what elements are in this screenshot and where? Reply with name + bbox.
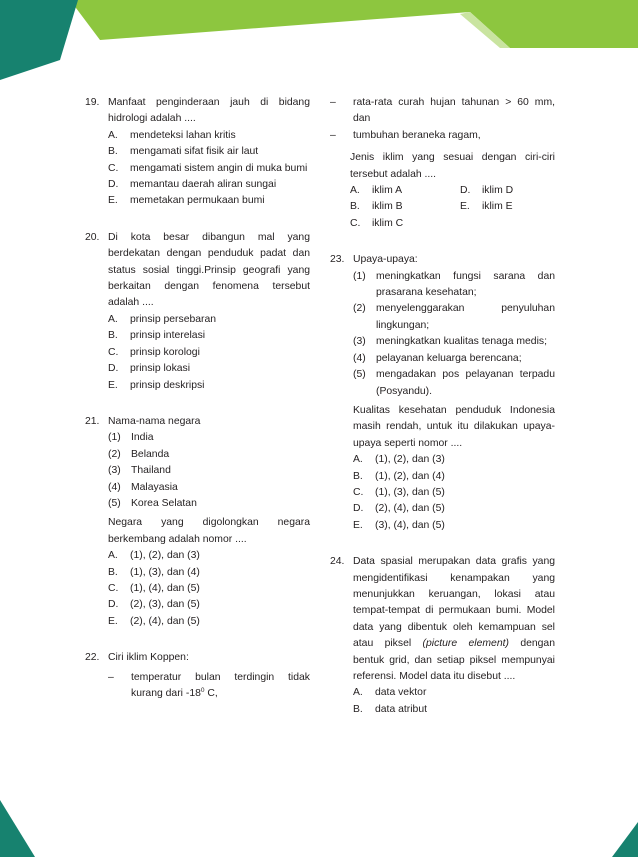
option-e: E. (2), (4), dan (5) [108, 615, 200, 627]
list-item: (3) Thailand [108, 465, 171, 477]
option-e: E. prinsip deskripsi [108, 379, 205, 391]
list-item: (4) Malayasia [108, 481, 178, 493]
list-item: (2) menyelenggarakan penyuluhan lingkungan; [353, 303, 555, 331]
left-column [85, 95, 310, 702]
footer-teal-corner [0, 800, 35, 857]
list-item: – tumbuhan beraneka ragam, [330, 129, 481, 141]
question-stem: Ciri iklim Koppen: [108, 652, 189, 664]
question-stem: Data spasial merupakan data grafis yang mengidentifikasi kenampakan yang menunjukkan keruangan, lokasi atau tempat-tempat di permukaan bumi. Model data yang dibentuk oleh kemampuan sel atau piksel (picture element) dengan bentuk grid, dan setiap piksel mempunyai referensi. Model data itu disebut .... [353, 556, 555, 682]
option-c: C. prinsip korologi [108, 346, 200, 358]
question-number: 24. [330, 556, 345, 568]
option-d: D. iklim D [460, 185, 514, 197]
option-b: B. (1), (3), dan (4) [108, 566, 200, 578]
option-c: C. mengamati sistem angin di muka bumi [108, 162, 308, 174]
option-e: E. (3), (4), dan (5) [353, 519, 445, 531]
question-20 [85, 230, 310, 394]
list-item: (2) Belanda [108, 448, 170, 460]
option-a: A. (1), (2), dan (3) [353, 454, 445, 466]
options-grid [330, 183, 555, 232]
question-number: 20. [85, 231, 100, 243]
right-column [330, 95, 555, 718]
option-b: B. mengamati sifat fisik air laut [108, 146, 259, 158]
option-a: A. prinsip persebaran [108, 313, 217, 325]
question-prompt: Kualitas kesehatan penduduk Indonesia masih rendah, untuk itu dilakukan upaya-upaya seperti nomor .... [353, 404, 555, 449]
list-item: (1) meningkatkan fungsi sarana dan prasarana kesehatan; [353, 270, 555, 299]
footer-teal-corner-right [612, 822, 638, 857]
question-stem: Upaya-upaya: [353, 254, 418, 266]
option-a: A. iklim A [350, 185, 403, 197]
option-a: A. (1), (2), dan (3) [108, 550, 200, 562]
list-item: – rata-rata curah hujan tahunan > 60 mm, dan [330, 97, 555, 125]
option-e: E. memetakan permukaan bumi [108, 195, 265, 207]
option-a: A. data vektor [353, 687, 427, 699]
list-item: (5) Korea Selatan [108, 497, 197, 509]
option-d: D. prinsip lokasi [108, 363, 191, 375]
question-stem: Di kota besar dibangun mal yang berdekatan dengan penduduk padat dan status sosial tinggi.Prinsip geografi yang berkaitan dengan fenomena tersebut adalah .... [108, 231, 310, 309]
question-23 [330, 252, 555, 534]
question-number: 19. [85, 97, 100, 108]
question-number: 22. [85, 652, 100, 664]
question-number: 21. [85, 415, 100, 427]
option-d: D. memantau daerah aliran sungai [108, 179, 277, 191]
question-prompt: Jenis iklim yang sesuai dengan ciri-ciri tersebut adalah .... [350, 152, 555, 180]
option-b: B. iklim B [350, 201, 403, 213]
question-22-continued [330, 95, 555, 232]
option-c: C. (1), (4), dan (5) [108, 582, 200, 594]
list-item: (5) mengadakan pos pelayanan terpadu (Posyandu). [353, 369, 555, 397]
option-b: B. data atribut [353, 703, 427, 715]
option-c: C. iklim C [350, 217, 404, 229]
header-green-band [70, 0, 638, 48]
option-a: A. mendeteksi lahan kritis [108, 129, 236, 141]
question-prompt: Negara yang digolongkan negara berkembang adalah nomor .... [108, 517, 310, 545]
question-22 [85, 650, 310, 702]
option-e: E. iklim E [460, 201, 513, 213]
list-item: – temperatur bulan terdingin tidak kurang dari $-18^0$ C, [108, 671, 310, 699]
question-21 [85, 414, 310, 630]
question-stem: Manfaat penginderaan jauh di bidang hidrologi adalah .... [108, 97, 310, 125]
question-stem: Nama-nama negara [108, 415, 201, 427]
question-19 [85, 95, 310, 210]
option-d: D. (2), (4), dan (5) [353, 503, 445, 515]
question-24 [330, 554, 555, 718]
option-c: C. (1), (3), dan (5) [353, 486, 445, 498]
option-d: D. (2), (3), dan (5) [108, 599, 200, 611]
option-b: B. (1), (2), dan (4) [353, 470, 445, 482]
list-item: (1) India [108, 432, 154, 444]
list-item: (3) meningkatkan kualitas tenaga medis; [353, 336, 547, 348]
question-number: 23. [330, 254, 345, 266]
option-b: B. prinsip interelasi [108, 330, 206, 342]
list-item: (4) pelayanan keluarga berencana; [353, 352, 522, 364]
header-teal-band [0, 0, 78, 80]
